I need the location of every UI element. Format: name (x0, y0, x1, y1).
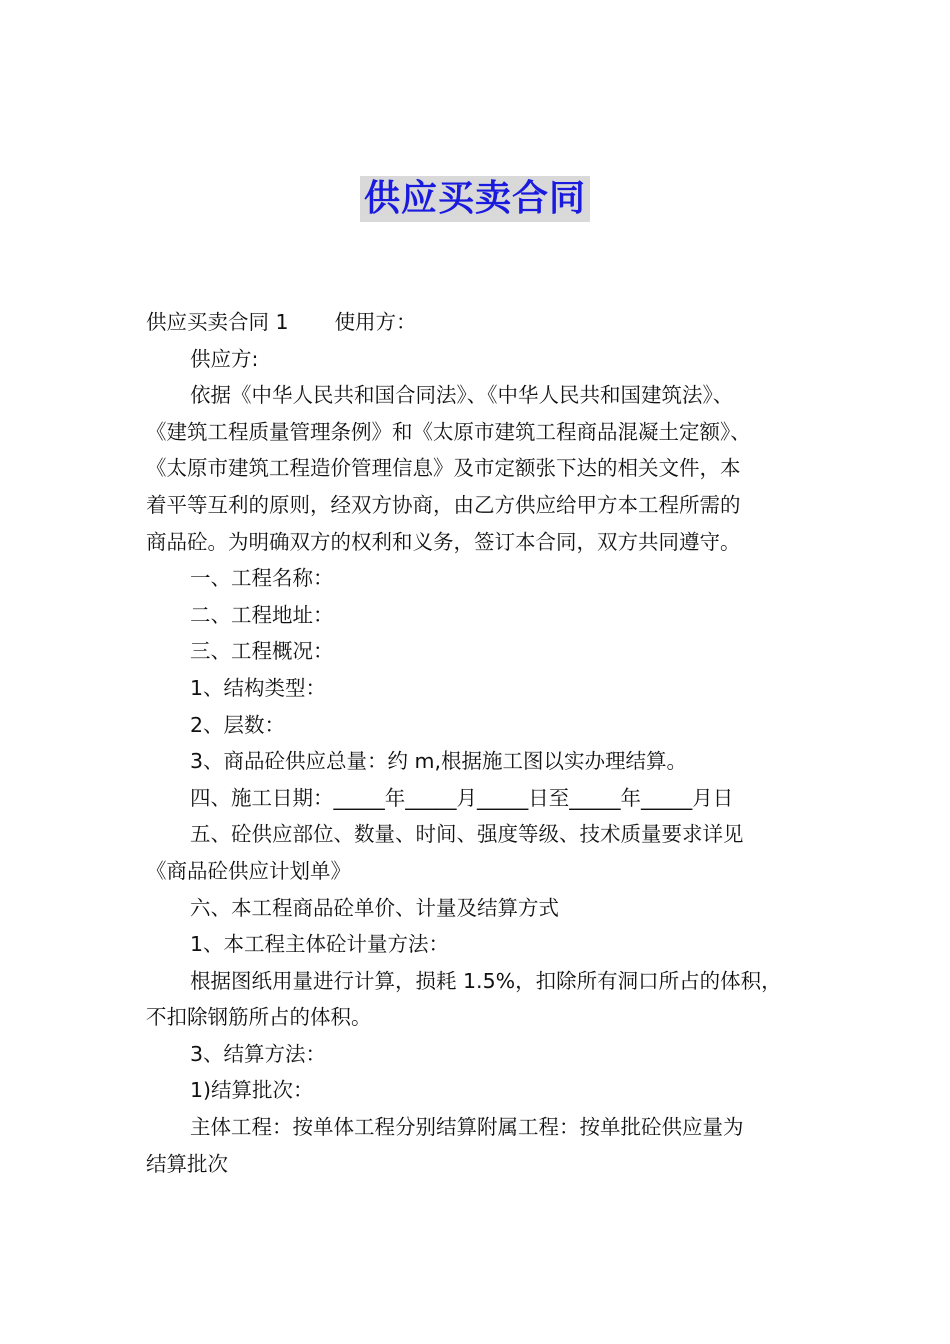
section-heading: 六、本工程商品砼单价、计量及结算方式 (190, 895, 559, 920)
project-overview-item: 三、工程概况： (190, 639, 334, 664)
project-address-item: 二、工程地址： (190, 602, 334, 627)
floors-item: 2、层数： (190, 712, 286, 737)
paragraph-line: 《太原市建筑工程造价管理信息》及市定额张下达的相关文件，本 (146, 456, 741, 481)
settlement-method-item: 3、结算方法： (190, 1041, 327, 1066)
paragraph-line: 《建筑工程质量管理条例》和《太原市建筑工程商品混凝土定额》、 (146, 419, 751, 444)
project-name-item: 一、工程名称： (190, 566, 334, 591)
paragraph-line: 结算批次 (146, 1151, 228, 1176)
paragraph-line: 五、砼供应部位、数量、时间、强度等级、技术质量要求详见 (190, 822, 744, 847)
contract-number: 供应买卖合同 1 (146, 310, 289, 334)
paragraph-line: 着平等互利的原则，经双方协商，由乙方供应给甲方本工程所需的 (146, 492, 741, 517)
supply-volume-item: 3、商品砼供应总量：约 m,根据施工图以实办理结算。 (190, 749, 688, 774)
paragraph-line: 商品砼。为明确双方的权利和义务，签订本合同，双方共同遵守。 (146, 529, 741, 554)
document-title: 供应买卖合同 (360, 176, 590, 222)
measurement-method-item: 1、本工程主体砼计量方法： (190, 932, 450, 957)
user-party-label: 使用方： (334, 310, 417, 334)
paragraph-line: 《商品砼供应计划单》 (146, 858, 351, 883)
construction-date-item: 四、施工日期：_____年_____月_____日至_____年_____月日 (190, 785, 734, 810)
paragraph-line: 依据《中华人民共和国合同法》、《中华人民共和国建筑法》、 (190, 383, 734, 408)
structure-type-item: 1、结构类型： (190, 675, 327, 700)
paragraph-line: 根据图纸用量进行计算，损耗 1.5%，扣除所有洞口所占的体积， (190, 968, 782, 993)
settlement-batch-item: 1)结算批次： (190, 1078, 314, 1103)
title-container (0, 176, 950, 222)
document-body (146, 304, 822, 1182)
paragraph-line: 不扣除钢筋所占的体积。 (146, 1005, 372, 1030)
supplier-label: 供应方: (190, 346, 259, 371)
header-line (146, 304, 822, 341)
paragraph-line: 主体工程：按单体工程分别结算附属工程：按单批砼供应量为 (190, 1115, 744, 1140)
